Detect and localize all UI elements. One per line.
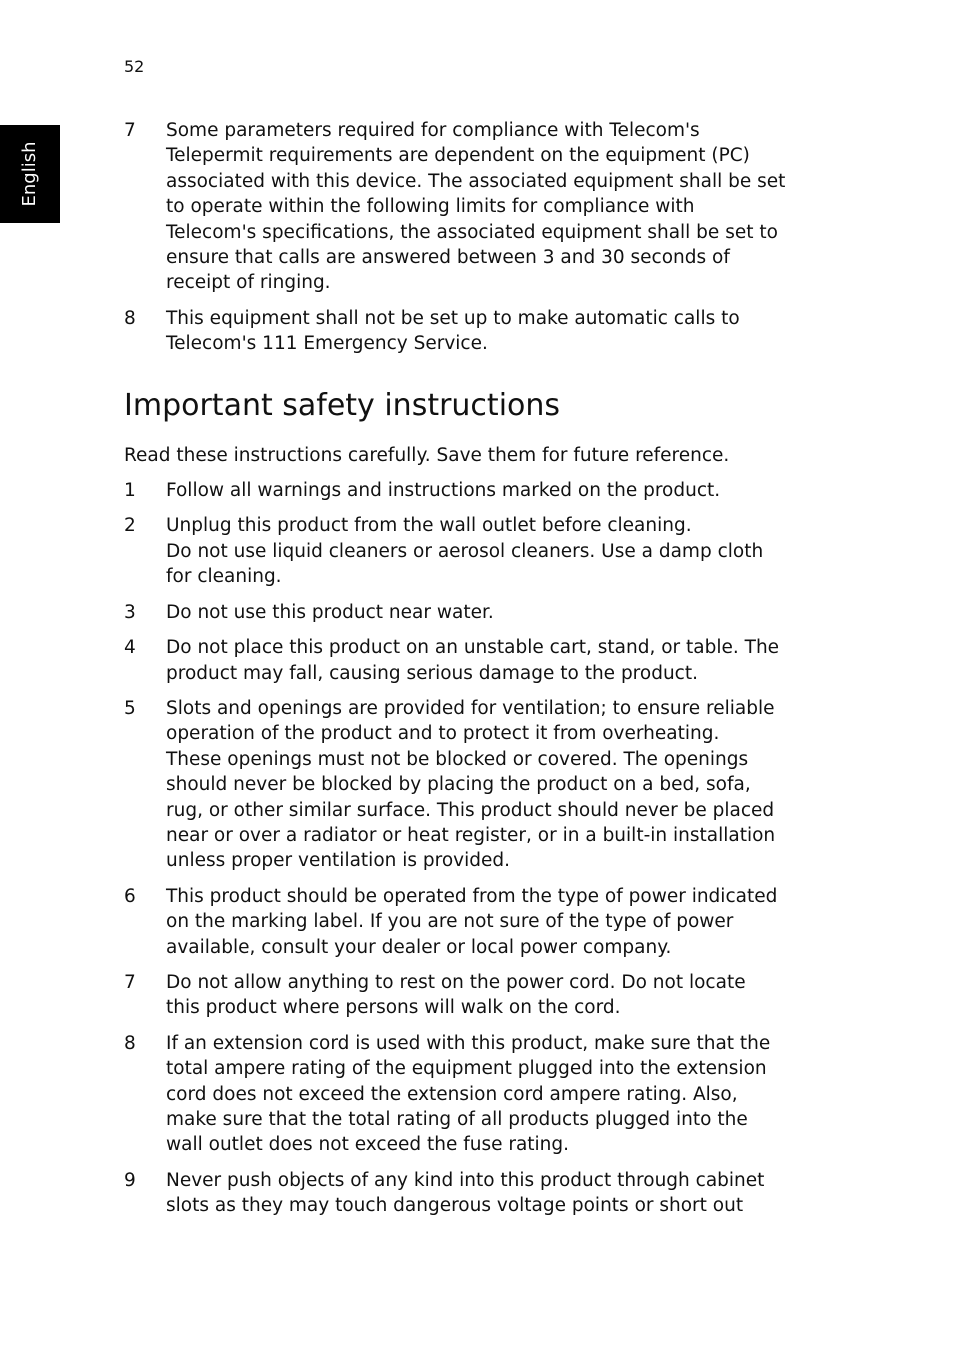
text-line: Do not place this product on an unstable cart, stand, or table. The bbox=[166, 637, 780, 659]
text-line: this product where persons will walk on the cord. bbox=[166, 997, 621, 1019]
text-line: Do not use this product near water. bbox=[166, 601, 494, 623]
list-item bbox=[124, 970, 814, 1021]
list-item-number: 6 bbox=[124, 885, 136, 907]
text-line: total ampere rating of the equipment plugged into the extension bbox=[166, 1058, 767, 1080]
text-line: Do not use liquid cleaners or aerosol cleaners. Use a damp cloth bbox=[166, 540, 764, 562]
language-tab bbox=[0, 125, 60, 223]
list-item-text bbox=[166, 1168, 814, 1219]
page-number: 52 bbox=[124, 57, 145, 76]
list-item bbox=[124, 306, 814, 357]
list-item-text bbox=[166, 696, 814, 874]
text-line: receipt of ringing. bbox=[166, 272, 331, 294]
list-item-text bbox=[166, 306, 814, 357]
list-item-number: 5 bbox=[124, 697, 136, 719]
list-item bbox=[124, 635, 814, 686]
list-item-text bbox=[166, 884, 814, 960]
text-line: Some parameters required for compliance with Telecom's bbox=[166, 120, 700, 141]
language-tab-label: English bbox=[19, 141, 40, 207]
list-item bbox=[124, 1168, 814, 1219]
list-item-text bbox=[166, 478, 814, 503]
list-item bbox=[124, 478, 814, 503]
list-item-text bbox=[166, 1031, 814, 1158]
list-item-number: 8 bbox=[124, 307, 136, 329]
list-item-text bbox=[166, 635, 814, 686]
text-line: wall outlet does not exceed the fuse rating. bbox=[166, 1134, 570, 1156]
list-item-number: 9 bbox=[124, 1169, 136, 1191]
list-item-number: 7 bbox=[124, 120, 136, 141]
list-item bbox=[124, 1031, 814, 1158]
list-item-number: 1 bbox=[124, 480, 136, 502]
page-content bbox=[124, 118, 814, 1229]
section-heading: Important safety instructions bbox=[124, 387, 561, 423]
text-line: associated with this device. The associated equipment shall be set bbox=[166, 170, 786, 192]
text-line: If an extension cord is used with this product, make sure that the bbox=[166, 1032, 771, 1054]
text-line: operation of the product and to protect it from overheating. bbox=[166, 723, 720, 745]
text-line: Follow all warnings and instructions marked on the product. bbox=[166, 480, 721, 502]
list-item bbox=[124, 513, 814, 589]
text-line: should never be blocked by placing the product on a bed, sofa, bbox=[166, 774, 751, 796]
list-item-text bbox=[166, 970, 814, 1021]
list-item-text bbox=[166, 513, 814, 589]
list-item-number: 3 bbox=[124, 601, 136, 623]
text-line: Never push objects of any kind into this product through cabinet bbox=[166, 1169, 765, 1191]
safety-instructions-list bbox=[124, 478, 814, 1219]
section-intro: Read these instructions carefully. Save them for future reference. bbox=[124, 444, 730, 466]
text-line: ensure that calls are answered between 3 and 30 seconds of bbox=[166, 247, 730, 269]
text-line: make sure that the total rating of all products plugged into the bbox=[166, 1109, 748, 1130]
list-item-number: 8 bbox=[124, 1032, 136, 1054]
list-item-number: 7 bbox=[124, 971, 136, 993]
text-line: slots as they may touch dangerous voltage points or short out bbox=[166, 1195, 744, 1217]
text-line: This equipment shall not be set up to make automatic calls to bbox=[166, 307, 740, 329]
text-line: unless proper ventilation is provided. bbox=[166, 850, 511, 872]
text-line: rug, or other similar surface. This product should never be placed bbox=[166, 799, 775, 821]
list-item bbox=[124, 118, 814, 296]
list-item bbox=[124, 884, 814, 960]
text-line: Telepermit requirements are dependent on the equipment (PC) bbox=[166, 145, 750, 167]
list-item-text bbox=[166, 600, 814, 625]
list-item bbox=[124, 696, 814, 874]
text-line: available, consult your dealer or local power company. bbox=[166, 936, 672, 958]
text-line: product may fall, causing serious damage to the product. bbox=[166, 662, 698, 684]
text-line: Telecom's specifications, the associated equipment shall be set to bbox=[166, 221, 778, 243]
text-line: Do not allow anything to rest on the power cord. Do not locate bbox=[166, 971, 746, 993]
text-line: near or over a radiator or heat register, or in a built-in installation bbox=[166, 824, 776, 846]
list-item-text bbox=[166, 118, 814, 296]
text-line: These openings must not be blocked or covered. The openings bbox=[166, 748, 749, 770]
text-line: to operate within the following limits for compliance with bbox=[166, 196, 695, 218]
text-line: on the marking label. If you are not sure of the type of power bbox=[166, 911, 734, 933]
list-item-number: 2 bbox=[124, 515, 136, 537]
text-line: for cleaning. bbox=[166, 566, 282, 588]
text-line: Slots and openings are provided for ventilation; to ensure reliable bbox=[166, 697, 775, 719]
text-line: cord does not exceed the extension cord ampere rating. Also, bbox=[166, 1083, 738, 1105]
list-item bbox=[124, 600, 814, 625]
text-line: Unplug this product from the wall outlet before cleaning. bbox=[166, 515, 692, 537]
telecom-requirements-list bbox=[124, 118, 814, 357]
text-line: This product should be operated from the type of power indicated bbox=[166, 885, 778, 907]
list-item-number: 4 bbox=[124, 637, 136, 659]
text-line: Telecom's 111 Emergency Service. bbox=[166, 333, 488, 355]
